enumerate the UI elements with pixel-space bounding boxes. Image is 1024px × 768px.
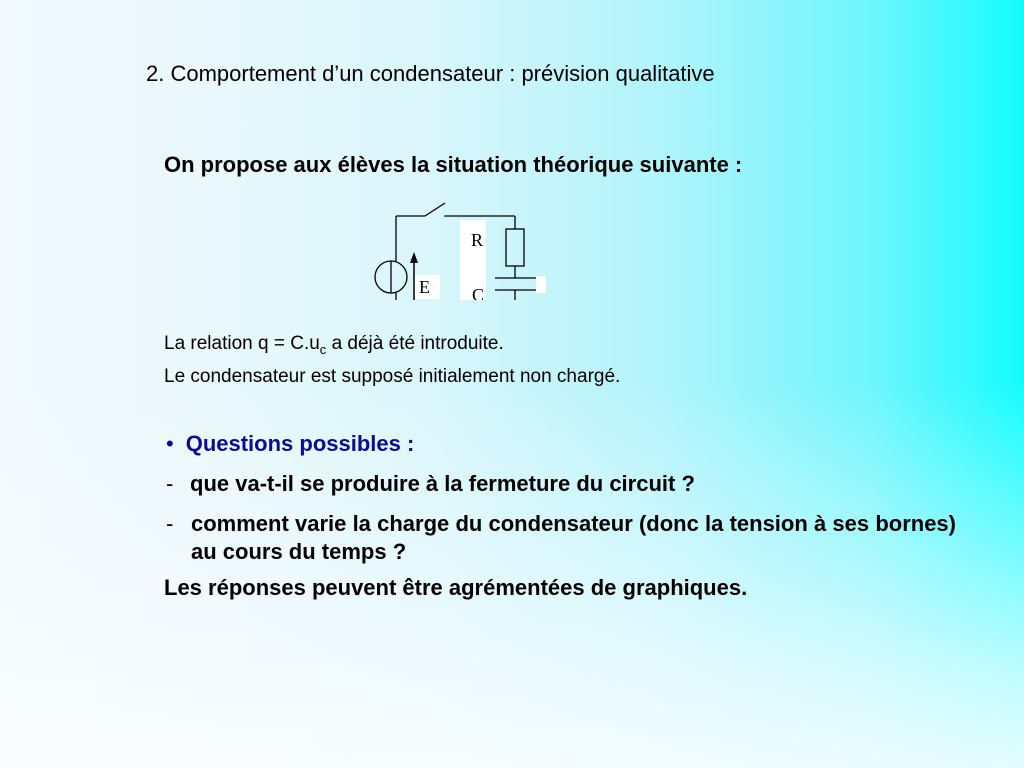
- voltage-arrowhead: [410, 252, 418, 263]
- slide-title: 2. Comportement d’un condensateur : prévision qualitative: [146, 61, 715, 86]
- questions-heading-text: Questions possibles :: [185, 431, 415, 456]
- situation-intro: On propose aux élèves la situation théorique suivante :: [164, 152, 743, 177]
- questions-heading: [166, 431, 414, 457]
- question-item: [166, 510, 956, 566]
- bullet-icon: •: [166, 431, 174, 456]
- question-item: [166, 471, 695, 497]
- initial-condition-text: Le condensateur est supposé initialement non chargé.: [164, 366, 621, 387]
- relation-line: [164, 333, 504, 357]
- question-text: que va-t-il se produire à la fermeture du circuit ?: [190, 471, 695, 496]
- rc-circuit-diagram: [370, 200, 550, 300]
- capacitor-edge-mark: [536, 276, 546, 293]
- source-label: E: [419, 277, 430, 297]
- question-text: comment varie la charge du condensateur (donc la tension à ses bornes) au cours du temps ?: [191, 511, 956, 564]
- dash-marker: -: [166, 471, 174, 496]
- relation-suffix: a déjà été introduite.: [326, 333, 504, 354]
- answer-note: Les réponses peuvent être agrémentées de graphiques.: [164, 575, 748, 600]
- relation-text: La relation q = C.u: [164, 333, 320, 354]
- relation-subscript: c: [319, 341, 327, 357]
- resistor-label: R: [471, 230, 484, 250]
- switch-contact: [444, 215, 446, 217]
- resistor-symbol: [506, 229, 524, 266]
- capacitor-label: C: [472, 285, 485, 300]
- dash-marker: -: [166, 511, 174, 536]
